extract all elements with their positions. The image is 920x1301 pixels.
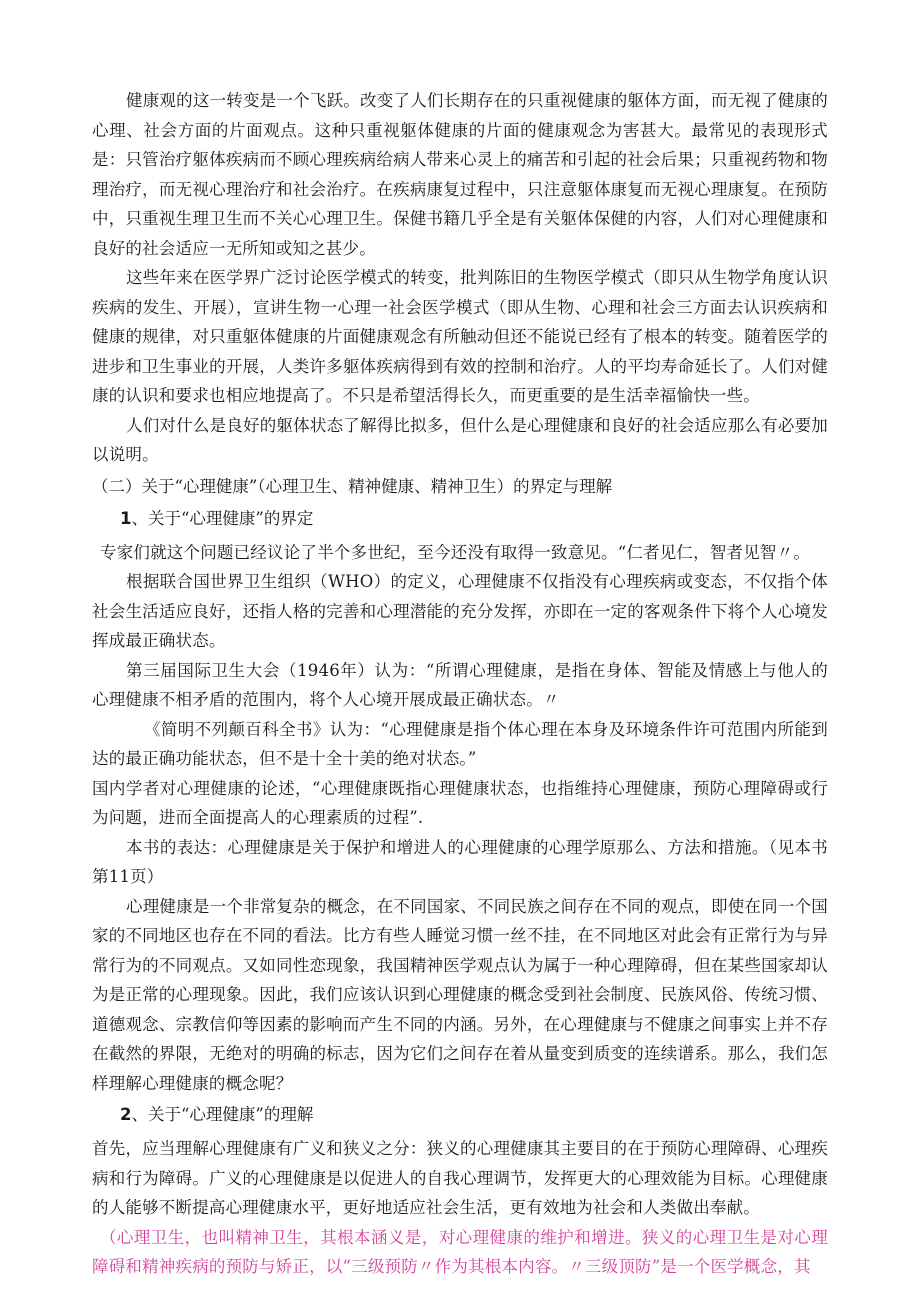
- paragraph-need-explanation: 人们对什么是良好的躯体状态了解得比拟多，但什么是心理健康和良好的社会适应那么有必要加以说明。: [92, 415, 828, 464]
- paragraph-britannica: 《简明不列颠百科全书》认为：“心理健康是指个体心理在本身及环境条件许可范围内所能到达的最正确功能状态，但不是十全十美的绝对状态。”: [92, 719, 828, 768]
- paragraph-third-congress: 第三届国际卫生大会（1946年）认为：“所谓心理健康，是指在身体、智能及情感上与他人的心理健康不相矛盾的范围内，将个人心境开展成最正确状态。〃: [92, 660, 828, 709]
- paragraph-mental-hygiene-note: （心理卫生，也叫精神卫生，其根本涵义是，对心理健康的维护和增进。狭义的心理卫生是对心理障碍和精神疾病的预防与矫正，以“三级预防〃作为其根本内容。〃三级顶防”是一个医学概念，其: [92, 1227, 828, 1276]
- paragraph-complex-concept: 心理健康是一个非常复杂的概念，在不同国家、不同民族之间存在不同的观点，即使在同一个国家的不同地区也存在不同的看法。比方有些人睡觉习惯一丝不挂，在不同地区对此会有正常行为与异常行为的不同观点。又如同性恋现象，我国精神医学观点认为属于一种心理障碍，但在某些国家却认为是正常的心理现象。因此，我们应该认识到心理健康的概念受到社会制度、民族风俗、传统习惯、道德观念、宗教信仰等因素的影响而产生不同的内涵。另外，在心理健康与不健康之间事实上并不存在截然的界限，无绝对的明确的标志，因为它们之间存在着从量变到质变的连续谱系。那么，我们怎样理解心理健康的概念呢？: [92, 896, 828, 1093]
- subheading-understanding: [92, 1100, 828, 1130]
- subheading-number: 1: [120, 508, 132, 528]
- subheading-text: 、关于“心理健康”的界定: [131, 508, 314, 528]
- section-heading: （二）关于“心理健康”（心理卫生、精神健康、精神卫生）的界定与理解: [92, 476, 613, 496]
- paragraph-health-view-shift: 健康观的这一转变是一个飞跃。改变了人们长期存在的只重视健康的躯体方面，而无视了健康的心理、社会方面的片面观点。这种只重视躯体健康的片面的健康观念为害甚大。最常见的表现形式是：只管治疗躯体疾病而不顾心理疾病给病人带来心灵上的痛苦和引起的社会后果；只重视药物和物理治疗，而无视心理治疗和社会治疗。在疾病康复过程中，只注意躯体康复而无视心理康复。在预防中，只重视生理卫生而不关心心理卫生。保健书籍几乎全是有关躯体保健的内容，人们对心理健康和良好的社会适应一无所知或知之甚少。: [92, 91, 828, 258]
- paragraph-who-definition: 根据联合国世界卫生组织（WHO）的定义，心理健康不仅指没有心理疾病或变态，不仅指个体社会生活适应良好，还指人格的完善和心理潜能的充分发挥，亦即在一定的客观条件下将个人心境发挥成最正确状态。: [92, 572, 828, 650]
- paragraph-book-statement: 本书的表达：心理健康是关于保护和增进人的心理健康的心理学原那么、方法和措施。（见本书第11页）: [92, 837, 828, 886]
- subheading-number: 2: [120, 1105, 132, 1124]
- paragraph-medical-model: 这些年来在医学界广泛讨论医学模式的转变，批判陈旧的生物医学模式（即只从生物学角度认识疾病的发生、开展），宣讲生物一心理一社会医学模式（即从生物、心理和社会三方面去认识疾病和健康的规律，对只重躯体健康的片面健康观念有所触动但还不能说已经有了根本的转变。随着医学的进步和卫生事业的开展，人类许多躯体疾病得到有效的控制和治疗。人的平均寿命延长了。人们对健康的认识和要求也相应地提高了。不只是希望活得长久，而更重要的是生活幸福愉快一些。: [92, 268, 828, 405]
- paragraph-experts: 专家们就这个问题已经议论了半个多世纪，至今还没有取得一致意见。“仁者见仁，智者见智〃。: [100, 542, 811, 562]
- subheading-text: 、关于“心理健康”的理解: [131, 1105, 314, 1124]
- subheading-definition: [92, 504, 828, 534]
- paragraph-domestic-scholars: 国内学者对心理健康的论述，“心理健康既指心理健康状态，也指维持心理健康，预防心理障碍或行为问题，进而全面提高人的心理素质的过程”.: [92, 778, 828, 827]
- paragraph-broad-narrow: 首先，应当理解心理健康有广义和狭义之分：狭义的心理健康其主要目的在于预防心理障碍、心理疾病和行为障碍。广义的心理健康是以促进人的自我心理调节，发挥更大的心理效能为目标。心理健康的人能够不断提高心理健康水平，更好地适应社会生活，更有效地为社会和人类做出奉献。: [92, 1139, 828, 1217]
